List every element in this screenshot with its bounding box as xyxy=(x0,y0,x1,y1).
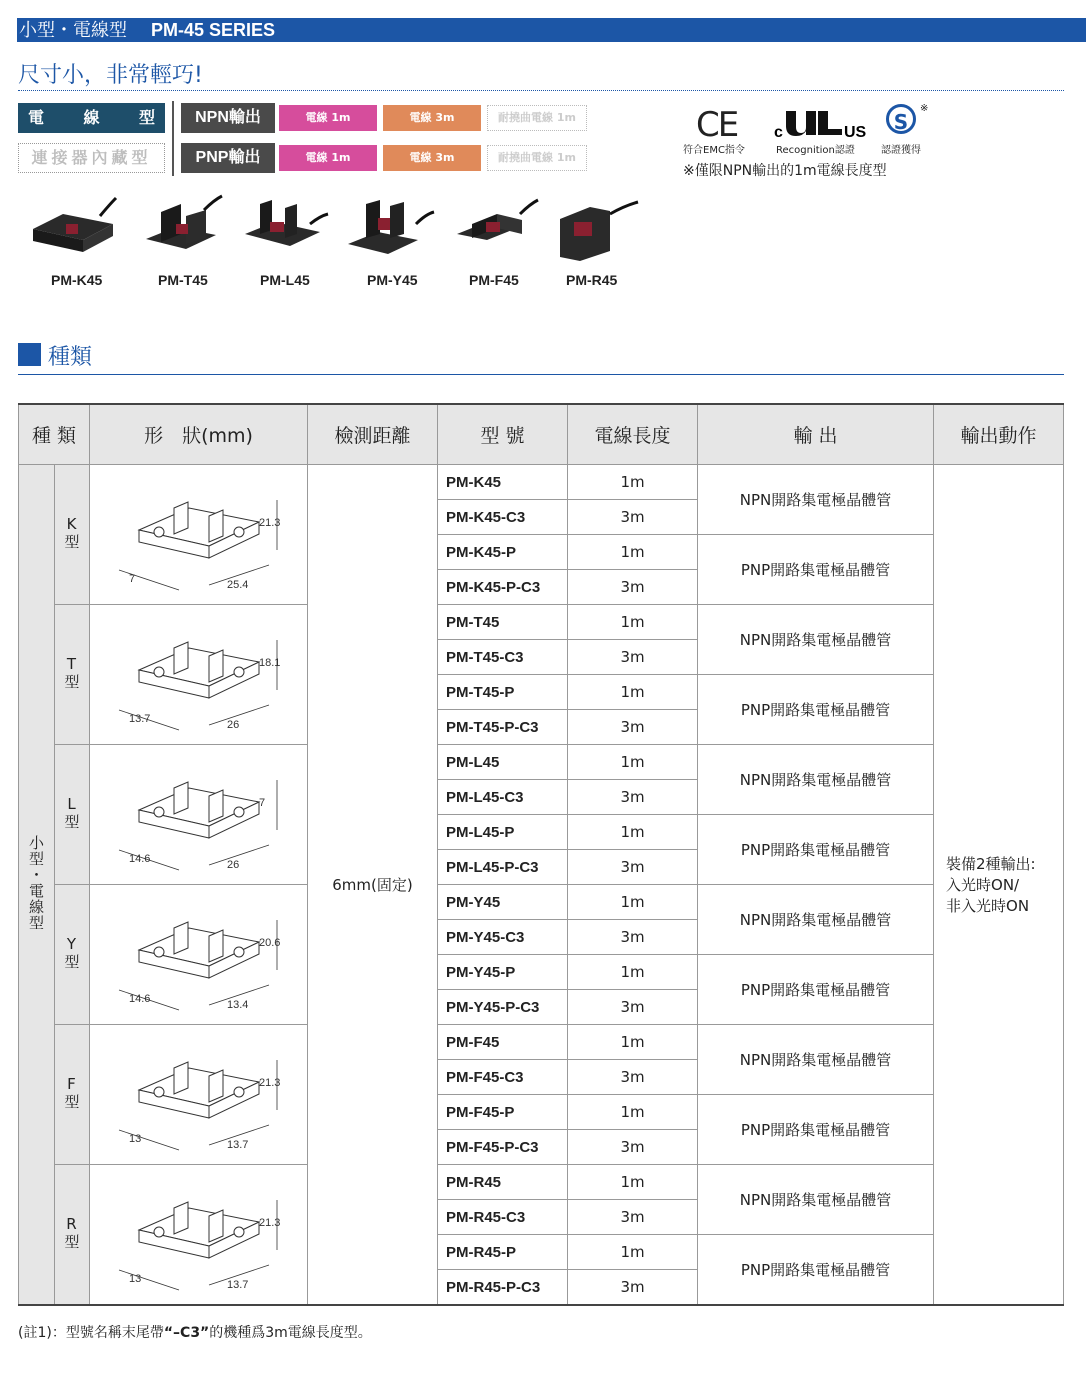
length-cell: 1m xyxy=(568,1165,698,1200)
type-connector-badge: 連接器內藏型 xyxy=(18,143,165,173)
dimension-label: 13.7 xyxy=(226,1278,248,1291)
dimension-label: 20.6 xyxy=(258,936,280,949)
type-wire-char: 電 xyxy=(28,108,45,127)
length-cell: 3m xyxy=(568,1270,698,1306)
header-series: PM-45 SERIES xyxy=(151,20,276,40)
model-cell: PM-R45-P xyxy=(438,1235,568,1270)
output-cell: PNP開路集電極晶體管 xyxy=(698,955,934,1025)
dimension-label: 26 xyxy=(226,718,239,731)
model-cell: PM-R45-C3 xyxy=(438,1200,568,1235)
npn-output-label: NPN輸出 xyxy=(181,103,275,133)
length-cell: 3m xyxy=(568,1200,698,1235)
product-label: PM-L45 xyxy=(260,272,310,288)
dimension-label: 26 xyxy=(226,858,239,871)
dimension-label: 13.7 xyxy=(226,1138,248,1151)
dimension-label: 7 xyxy=(258,796,265,809)
cert-asterisk: ※ xyxy=(920,103,929,114)
length-cell: 1m xyxy=(568,885,698,920)
divider xyxy=(18,90,1064,91)
model-cell: PM-F45-P-C3 xyxy=(438,1130,568,1165)
dimension-label: 18.1 xyxy=(258,656,280,669)
dimension-label: 13 xyxy=(128,1132,141,1145)
length-cell: 1m xyxy=(568,465,698,500)
model-cell: PM-T45-P xyxy=(438,675,568,710)
table-row xyxy=(19,605,1064,640)
product-image-l45 xyxy=(240,194,330,264)
model-cell: PM-F45-C3 xyxy=(438,1060,568,1095)
dimension-drawing xyxy=(99,610,299,740)
dimension-drawing xyxy=(99,470,299,600)
length-cell: 3m xyxy=(568,1130,698,1165)
dimension-drawing xyxy=(99,890,299,1020)
cert-note: ※僅限NPN輸出的1m電線長度型 xyxy=(683,163,887,179)
category-cell xyxy=(19,465,55,1306)
subtype-label: R型 xyxy=(62,1215,81,1250)
col-header-output: 輸 出 xyxy=(698,404,934,465)
model-cell: PM-Y45-C3 xyxy=(438,920,568,955)
dimension-label: 13 xyxy=(128,1272,141,1285)
subtype-cell xyxy=(55,465,90,605)
dimension-label: 21.3 xyxy=(258,516,280,529)
shape-drawing-cell xyxy=(90,465,308,605)
subtype-cell xyxy=(55,1165,90,1306)
category-label: 小型・電線型 xyxy=(27,834,45,931)
model-cell: PM-L45-P xyxy=(438,815,568,850)
action-text: 入光時ON/ xyxy=(946,876,1020,894)
footnote xyxy=(18,1322,372,1342)
length-cell: 3m xyxy=(568,920,698,955)
output-cell: NPN開路集電極晶體管 xyxy=(698,465,934,535)
length-cell: 1m xyxy=(568,745,698,780)
dimension-label: 13.7 xyxy=(128,712,150,725)
npn-chip-3m: 電線 3m xyxy=(383,105,481,131)
action-text: 非入光時ON xyxy=(946,897,1030,915)
length-cell: 3m xyxy=(568,1060,698,1095)
length-cell: 1m xyxy=(568,1095,698,1130)
model-cell: PM-K45-C3 xyxy=(438,500,568,535)
ul-caption: Recognition認證 xyxy=(776,145,855,156)
length-cell: 1m xyxy=(568,1025,698,1060)
product-image-t45 xyxy=(136,194,226,264)
spec-table xyxy=(18,403,1064,1306)
s-caption: 認證獲得 xyxy=(881,145,921,156)
output-cell: PNP開路集電極晶體管 xyxy=(698,815,934,885)
table-row xyxy=(19,1025,1064,1060)
product-image-f45 xyxy=(452,194,542,264)
subtype-cell xyxy=(55,885,90,1025)
dimension-label: 13.4 xyxy=(226,998,248,1011)
length-cell: 1m xyxy=(568,955,698,990)
product-label: PM-Y45 xyxy=(367,272,418,288)
tagline: 尺寸小，非常輕巧! xyxy=(18,63,203,88)
length-cell: 1m xyxy=(568,605,698,640)
divider xyxy=(18,374,1064,375)
table-row xyxy=(19,745,1064,780)
model-cell: PM-F45-P xyxy=(438,1095,568,1130)
col-header-length: 電線長度 xyxy=(568,404,698,465)
model-cell: PM-Y45-P xyxy=(438,955,568,990)
length-cell: 3m xyxy=(568,640,698,675)
model-cell: PM-F45 xyxy=(438,1025,568,1060)
shape-drawing-cell xyxy=(90,1165,308,1306)
output-cell: PNP開路集電極晶體管 xyxy=(698,1095,934,1165)
shape-drawing-cell xyxy=(90,885,308,1025)
subtype-label: Y型 xyxy=(62,935,81,970)
ce-mark-icon: CE xyxy=(696,105,738,145)
svg-text:c: c xyxy=(774,124,783,141)
product-image-y45 xyxy=(346,194,436,264)
model-cell: PM-T45-P-C3 xyxy=(438,710,568,745)
length-cell: 3m xyxy=(568,500,698,535)
model-cell: PM-K45-P-C3 xyxy=(438,570,568,605)
col-header-model: 型 號 xyxy=(438,404,568,465)
footnote-pre: (註1)：型號名稱末尾帶 xyxy=(18,1325,164,1341)
model-cell: PM-L45 xyxy=(438,745,568,780)
model-cell: PM-K45 xyxy=(438,465,568,500)
action-cell xyxy=(934,465,1064,1306)
output-cell: NPN開路集電極晶體管 xyxy=(698,885,934,955)
output-cell: PNP開路集電極晶體管 xyxy=(698,1235,934,1306)
col-header-type: 種 類 xyxy=(19,404,90,465)
model-cell: PM-K45-P xyxy=(438,535,568,570)
dimension-drawing xyxy=(99,1170,299,1300)
footnote-post: 的機種爲3m電線長度型。 xyxy=(209,1325,372,1341)
dimension-label: 21.3 xyxy=(258,1216,280,1229)
subtype-cell xyxy=(55,605,90,745)
dimension-label: 7 xyxy=(128,572,135,585)
distance-cell: 6mm(固定) xyxy=(308,465,438,1306)
pnp-chip-1m: 電線 1m xyxy=(279,145,377,171)
output-cell: NPN開路集電極晶體管 xyxy=(698,1025,934,1095)
col-header-action: 輸出動作 xyxy=(934,404,1064,465)
pnp-output-label: PNP輸出 xyxy=(181,143,275,173)
dimension-drawing xyxy=(99,750,299,880)
npn-chip-1m: 電線 1m xyxy=(279,105,377,131)
length-cell: 1m xyxy=(568,675,698,710)
length-cell: 3m xyxy=(568,570,698,605)
s-mark-icon: S xyxy=(886,104,916,134)
type-wire-char: 型 xyxy=(138,108,155,127)
svg-text:US: US xyxy=(844,124,866,141)
product-image-k45 xyxy=(28,194,118,264)
pnp-chip-flex: 耐撓曲電線 1m xyxy=(487,145,587,171)
model-cell: PM-L45-P-C3 xyxy=(438,850,568,885)
dimension-label: 25.4 xyxy=(226,578,248,591)
product-label: PM-K45 xyxy=(51,272,103,288)
length-cell: 3m xyxy=(568,850,698,885)
length-cell: 1m xyxy=(568,535,698,570)
footnote-code: “–C3” xyxy=(163,1325,210,1341)
header-category: 小型・電線型 xyxy=(19,20,127,41)
table-row xyxy=(19,465,1064,500)
output-cell: PNP開路集電極晶體管 xyxy=(698,535,934,605)
subtype-cell xyxy=(55,745,90,885)
npn-chip-flex: 耐撓曲電線 1m xyxy=(487,105,587,131)
model-cell: PM-T45 xyxy=(438,605,568,640)
dimension-drawing xyxy=(99,1030,299,1160)
product-label: PM-F45 xyxy=(469,272,519,288)
output-cell: PNP開路集電極晶體管 xyxy=(698,675,934,745)
col-header-shape: 形 狀(mm) xyxy=(90,404,308,465)
table-row xyxy=(19,885,1064,920)
model-cell: PM-Y45-P-C3 xyxy=(438,990,568,1025)
output-cell: NPN開路集電極晶體管 xyxy=(698,745,934,815)
model-cell: PM-R45 xyxy=(438,1165,568,1200)
subtype-label: K型 xyxy=(62,515,81,550)
length-cell: 1m xyxy=(568,815,698,850)
output-cell: NPN開路集電極晶體管 xyxy=(698,605,934,675)
ce-caption: 符合EMC指令 xyxy=(683,145,745,156)
product-image-r45 xyxy=(552,194,642,264)
dimension-label: 14.6 xyxy=(128,852,150,865)
output-cell: NPN開路集電極晶體管 xyxy=(698,1165,934,1235)
product-label: PM-T45 xyxy=(158,272,208,288)
section-marker-icon xyxy=(18,343,41,366)
dimension-label: 21.3 xyxy=(258,1076,280,1089)
length-cell: 3m xyxy=(568,780,698,815)
type-wire-char: 線 xyxy=(83,108,100,127)
model-cell: PM-Y45 xyxy=(438,885,568,920)
header-bar xyxy=(17,18,1086,42)
model-cell: PM-T45-C3 xyxy=(438,640,568,675)
length-cell: 3m xyxy=(568,990,698,1025)
section-title: 種類 xyxy=(48,345,93,370)
action-text: 裝備2種輸出: xyxy=(946,855,1036,873)
model-cell: PM-L45-C3 xyxy=(438,780,568,815)
type-wire-badge xyxy=(18,103,165,133)
dimension-label: 14.6 xyxy=(128,992,150,1005)
shape-drawing-cell xyxy=(90,745,308,885)
subtype-label: L型 xyxy=(62,795,81,830)
col-header-distance: 檢測距離 xyxy=(308,404,438,465)
model-cell: PM-R45-P-C3 xyxy=(438,1270,568,1306)
subtype-label: T型 xyxy=(62,655,81,690)
shape-drawing-cell xyxy=(90,1025,308,1165)
product-label: PM-R45 xyxy=(566,272,618,288)
subtype-cell xyxy=(55,1025,90,1165)
length-cell: 1m xyxy=(568,1235,698,1270)
divider xyxy=(172,101,174,176)
subtype-label: F型 xyxy=(62,1075,81,1110)
table-row xyxy=(19,1165,1064,1200)
length-cell: 3m xyxy=(568,710,698,745)
shape-drawing-cell xyxy=(90,605,308,745)
pnp-chip-3m: 電線 3m xyxy=(383,145,481,171)
